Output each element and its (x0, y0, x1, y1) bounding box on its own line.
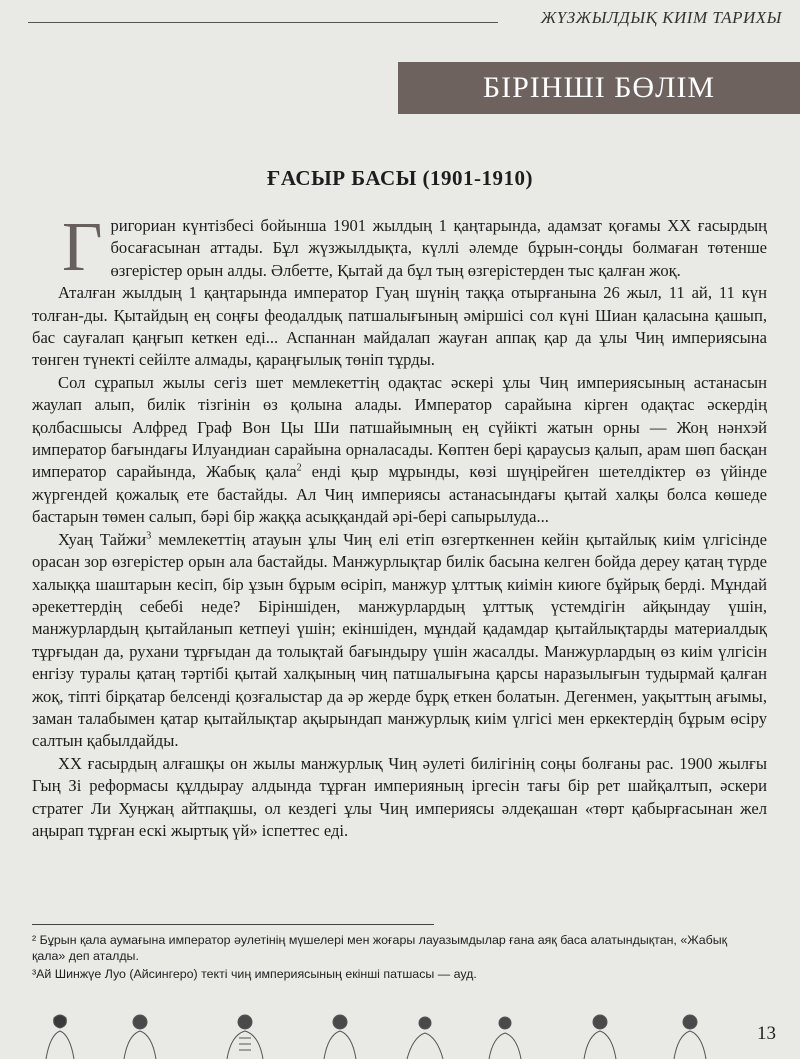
figure-illustration (489, 1017, 521, 1059)
paragraph: XX ғасырдың алғашқы он жылы манжурлық Чиң әулеті билігінің соңы болғаны рас. 1900 жылғы Гың Зі реформасы құлдырау алдында тұрған империяның іргесін тағы бір рет шайқалтып, әскери стратег Ли Хуңжаң айтпақшы, ол кездегі ұлы Чиң империясы әлдеқашан «төрт қабырғасынан жел аңырап тұрған ескі жыртық үй» іспеттес еді. (32, 753, 767, 840)
paragraph-text: мемлекеттің атауын ұлы Чиң елі етіп өзгерткеннен кейін қытайлық киім үлгісінде орасан зор өзгерістер орын ала бастайды. Манжурлықтар билік басына келген бойда дереу қатаң түрде халыққа шаштарын кесіп, бір ұзын бұрым өсіріп, манжур ұлттық киімін киюге бұйрық берді. Мұндай әрекеттердің себебі неде? Біріншіден, манжурлардың ұлттық үстемдігін айқындау үшін, манжурлардың қытайланып кетпеуі үшін; екіншіден, мұндай қадамдар қытайлықтарды материалдық тұрғыдан да, рухани тұрғыдан да толықтай бағындыру үшін жасалды. Манжурлардың өз киім үлгісін енгізу туралы қатаң тәртібі қытай халқының чиң патшалығына қарсы наразылығын тудырмай қалған жоқ, тіпті бірқатар белсенді қозғалыстар да әр жерде бұрқ еткен болатын. Дегенмен, уақыттың ағымы, заман талабымен қатар қытайлықтар ақырындап манжурлық киім үлгісі мен еркектердің бұрым өсіру салтын қабылдайды. (32, 529, 767, 751)
paragraph-text: Сол сұрапыл жылы сегіз шет мемлекеттің одақтас әскері ұлы Чиң империясының астанасын жаулап алып, билік тізгінін өз қолына алады. Император сарайына кірген одақтас әскердің қолбасшысы Алфред Граф Вон Цы Ши патшайымның ең сүйікті жатын орны — Жоң нәнхэй император бағындағы Илуандиан сарайына орналасады. Көптен бері қараусыз қалып, арам шөп басқан император сарайында, Жабық қала (32, 372, 767, 482)
figure-illustration (324, 1015, 356, 1059)
paragraph (32, 209, 767, 286)
footnote-ref: 3 (146, 530, 152, 542)
paragraph (32, 372, 767, 529)
part-title: БІРІНШІ БӨЛІМ (482, 71, 716, 104)
paragraph-text: Хуаң Тайжи (58, 529, 147, 549)
paragraph: Аталған жылдың 1 қаңтарында император Гуаң шүнің таққа отырғанына 26 жыл, 11 ай, 11 күн толған-ды. Қытайдың ең соңғы феодалдық патшалығының әміршісі сол күні Шиан қаласына қашып, бас сауғалап қаңғып кеткен еді... Аспаннан майдалап жауған аппақ қар да ұлы Чиң империясына төнген түнекті сейілте алмады, қараңғылық төніп тұрды. (32, 283, 767, 370)
page-number: 13 (757, 1023, 776, 1044)
paragraph (32, 529, 767, 753)
figure-illustration (46, 1015, 74, 1059)
footnote: ² Бұрын қала аумағына император әулетінің мүшелері мен жоғары лауазымдылар ғана аяқ баса алатындықтан, «Жабық қала» деп аталды. (32, 933, 728, 963)
header-rule (28, 22, 498, 23)
drop-cap: Г (62, 209, 103, 286)
costume-figures-illustration (0, 1012, 760, 1059)
paragraph-text: ригориан күнтізбесі бойынша 1901 жылдың 1 қаңтарында, адамзат қоғамы XX ғасырдың босағасынан аттады. Бұл жүзжылдықта, күллі әлемде бұрын-соңды болмаған төтенше өзгерістер орын алды. Әлбетте, Қытай да бұл тың өзгерістерден тыс қалған жоқ. (110, 216, 767, 280)
footnotes (32, 932, 762, 984)
figure-illustration (124, 1015, 156, 1059)
footnote-ref: 2 (296, 462, 302, 474)
footnote-rule (32, 924, 434, 925)
figure-illustration (674, 1015, 706, 1059)
chapter-title: ҒАСЫР БАСЫ (1901-1910) (266, 166, 534, 190)
figure-illustration (227, 1015, 263, 1059)
running-header: ЖҮЗЖЫЛДЫҚ КИІМ ТАРИХЫ (540, 8, 782, 27)
paragraph-text: енді қыр мұрынды, көзі шүңірейген шетелдіктер өз үйінде жүргендей қожалық ете бастайды. Ал Чиң империясы астанасындағы қытай халқы болса көшеде бастарын төмен салып, бәрі бір жаққа асыққандай әрі-бері сапырылуда... (32, 462, 767, 527)
figure-illustration (407, 1017, 443, 1059)
part-title-banner (398, 62, 800, 114)
footnote: ³Ай Шинжүе Луо (Айсингеро) текті чиң империясының екінші патшасы — ауд. (32, 967, 477, 981)
figure-illustration (584, 1015, 616, 1059)
body-text (32, 209, 767, 842)
